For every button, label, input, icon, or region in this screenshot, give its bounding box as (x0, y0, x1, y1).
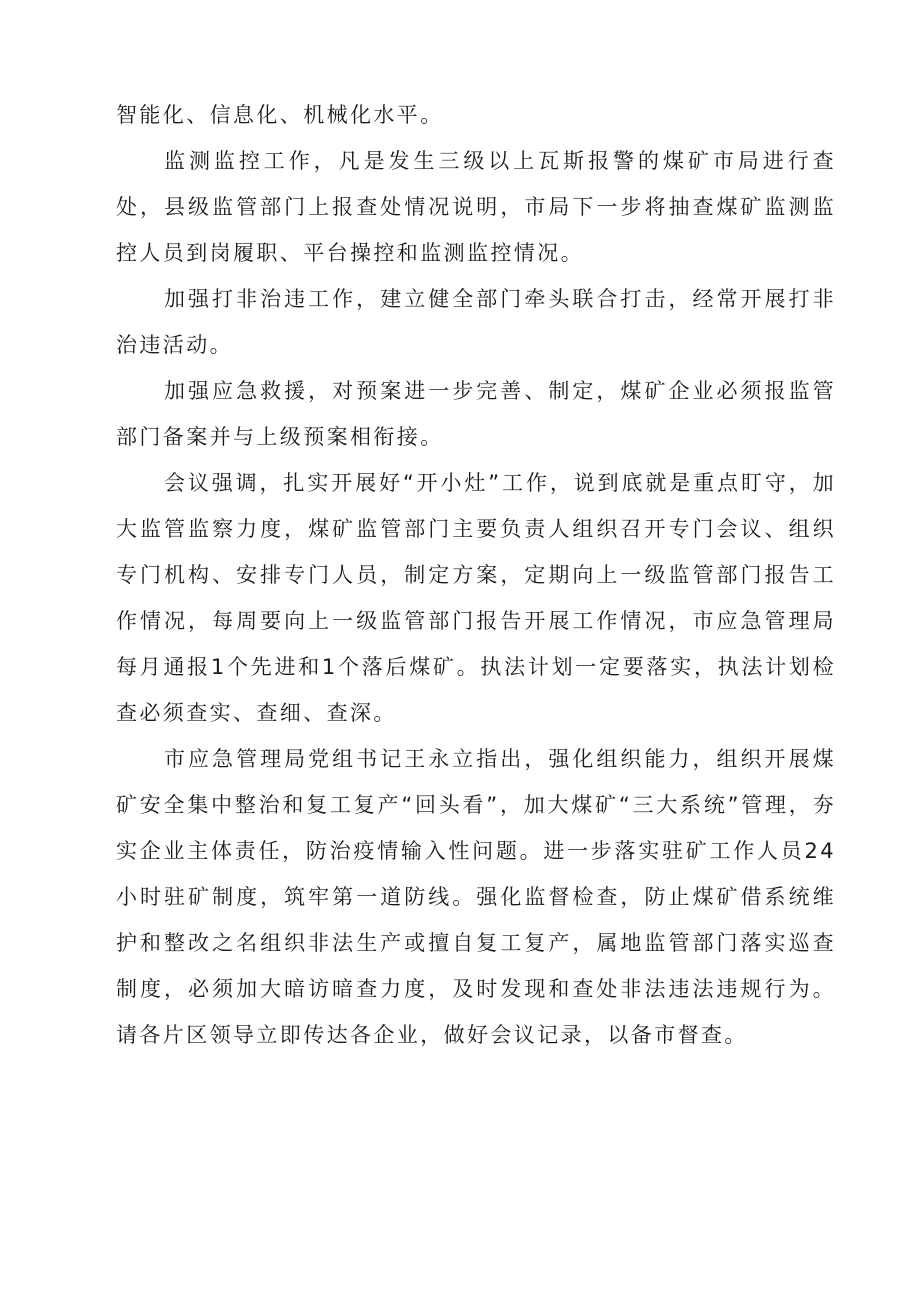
paragraph-5: 会议强调，扎实开展好“开小灶”工作，说到底就是重点盯守，加大监管监察力度，煤矿监管部门主要负责人组织召开专门会议、组织专门机构、安排专门人员，制定方案，定期向上一级监管部门报告工作情况，每周要向上一级监管部门报告开展工作情况，市应急管理局每月通报1个先进和1个落后煤矿。执法计划一定要落实，执法计划检查必须查实、查细、查深。 (116, 471, 836, 725)
document-body (116, 92, 836, 1058)
paragraph-6: 市应急管理局党组书记王永立指出，强化组织能力，组织开展煤矿安全集中整治和复工复产“回头看”，加大煤矿“三大系统”管理，夯实企业主体责任，防治疫情输入性问题。进一步落实驻矿工作人员24小时驻矿制度，筑牢第一道防线。强化监督检查，防止煤矿借系统维护和整改之名组织非法生产或擅自复工复产，属地监管部门落实巡查制度，必须加大暗访暗查力度，及时发现和查处非法违法违规行为。请各片区领导立即传达各企业，做好会议记录，以备市督查。 (116, 747, 836, 1047)
paragraph-4: 加强应急救援，对预案进一步完善、制定，煤矿企业必须报监管部门备案并与上级预案相衔接。 (116, 379, 836, 449)
paragraph-1: 智能化、信息化、机械化水平。 (116, 103, 444, 127)
paragraph-3: 加强打非治违工作，建立健全部门牵头联合打击，经常开展打非治违活动。 (116, 287, 836, 357)
paragraph-2: 监测监控工作，凡是发生三级以上瓦斯报警的煤矿市局进行查处，县级监管部门上报查处情况说明，市局下一步将抽查煤矿监测监控人员到岗履职、平台操控和监测监控情况。 (116, 149, 836, 265)
